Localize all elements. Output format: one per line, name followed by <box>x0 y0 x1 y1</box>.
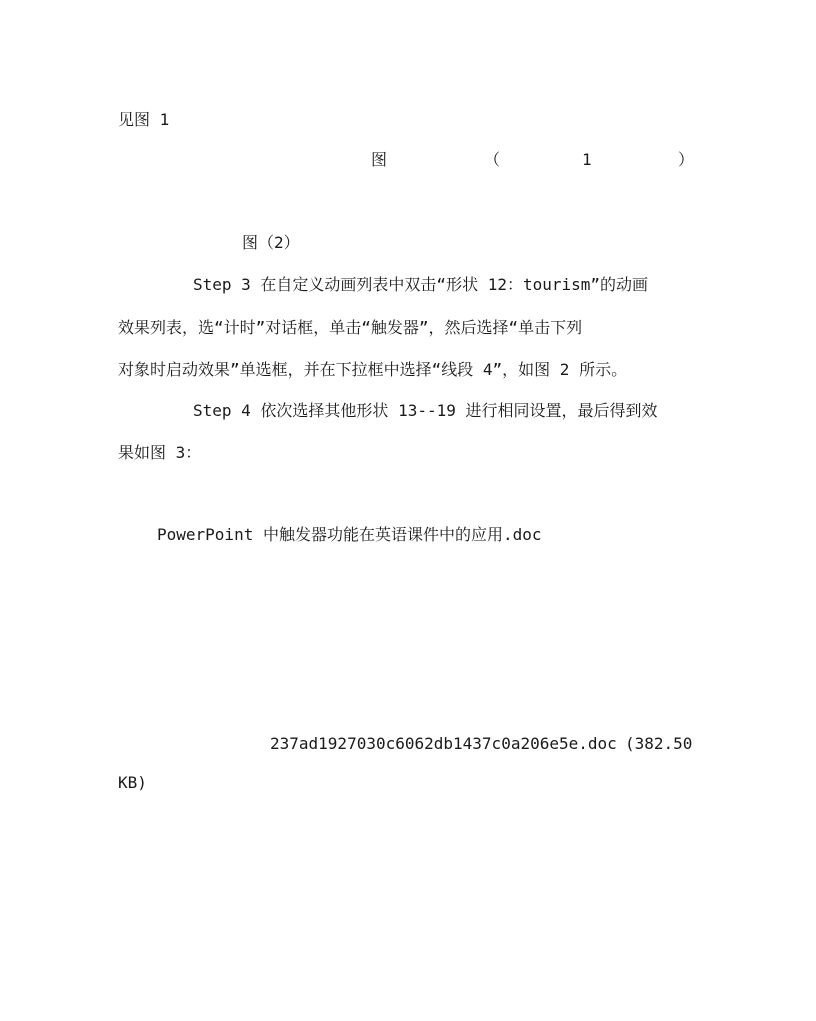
figure-caption-open-paren: （ <box>484 150 501 169</box>
step3-line-3: 对象时启动效果”单选框，并在下拉框中选择“线段 4”，如图 2 所示。 <box>118 360 628 379</box>
attachment-size-unit: KB) <box>118 773 147 792</box>
step4-line-2: 果如图 3： <box>118 443 202 462</box>
figure-1-caption <box>0 150 816 170</box>
step4-line-1: Step 4 依次选择其他形状 13--19 进行相同设置，最后得到效 <box>193 401 658 420</box>
step3-line-2: 效果列表，选“计时”对话框，单击“触发器”，然后选择“单击下列 <box>118 318 583 337</box>
attachment-title[interactable]: PowerPoint 中触发器功能在英语课件中的应用.doc <box>157 525 542 544</box>
attachment-filename[interactable]: 237ad1927030c6062db1437c0a206e5e.doc <box>270 734 617 753</box>
figure-reference-text: 见图 1 <box>118 110 170 129</box>
figure-caption-char: 图 <box>371 150 388 169</box>
figure-caption-number: 1 <box>582 150 592 169</box>
figure-2-caption: 图（2） <box>242 233 300 252</box>
attachment-size: (382.50 <box>625 734 693 753</box>
attachment-info <box>0 734 816 754</box>
figure-caption-close-paren: ） <box>678 150 695 169</box>
step3-line-1: Step 3 在自定义动画列表中双击“形状 12：tourism”的动画 <box>193 275 649 294</box>
